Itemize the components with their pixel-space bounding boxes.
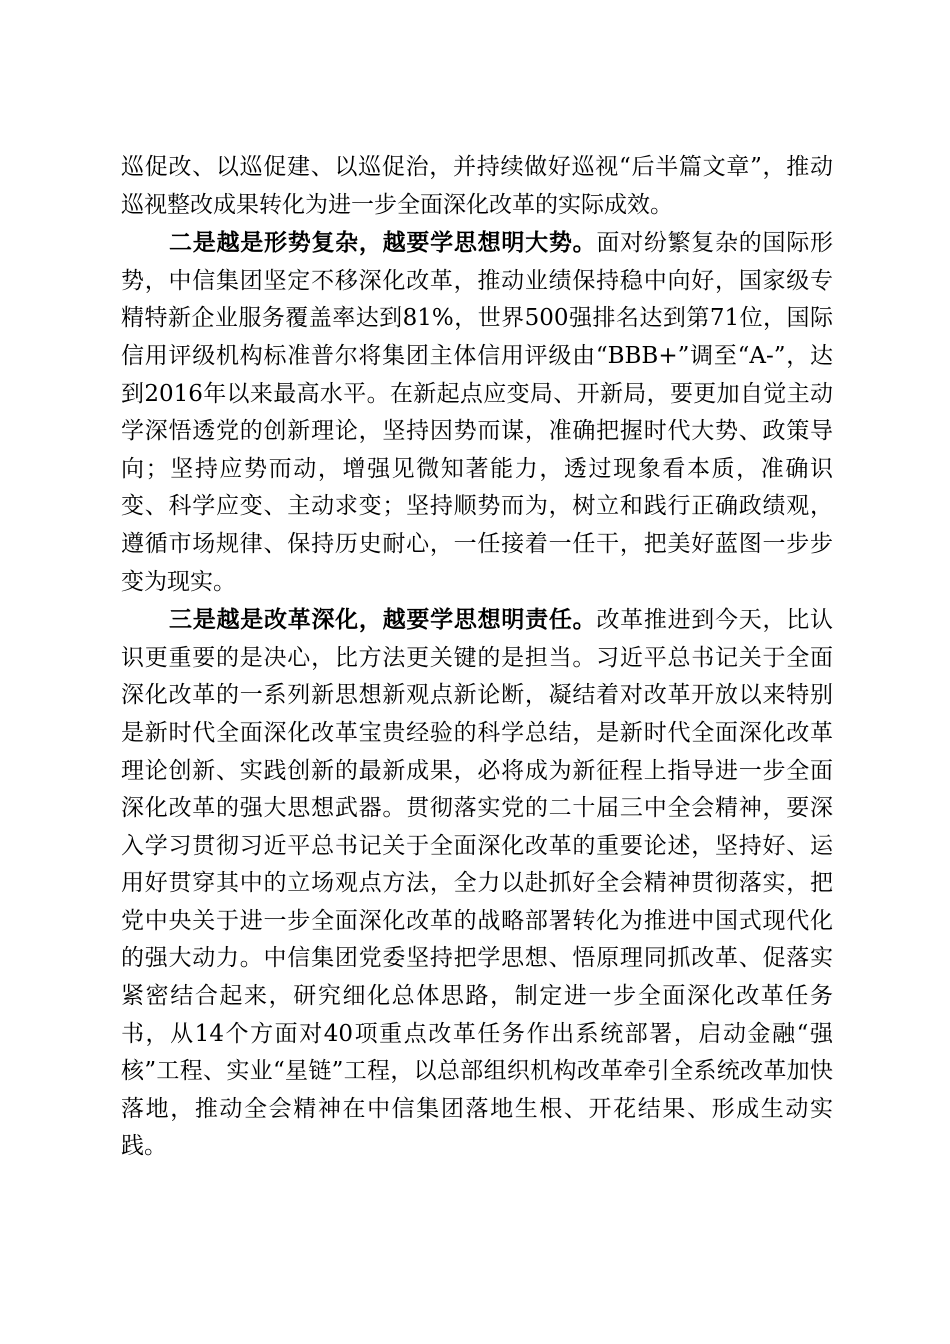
- paragraph-heading: 二是越是形势复杂，越要学思想明大势。: [169, 229, 597, 257]
- paragraph-responsibility: [121, 601, 833, 1166]
- paragraph-heading: 三是越是改革深化，越要学思想明责任。: [169, 606, 597, 634]
- paragraph-situation: [121, 224, 833, 601]
- paragraph-text: 巡促改、以巡促建、以巡促治，并持续做好巡视“后半篇文章”，推动巡视整改成果转化为进一步全面深化改革的实际成效。: [121, 154, 833, 218]
- document-page: [121, 149, 833, 1166]
- paragraph-text: 面对纷繁复杂的国际形势，中信集团坚定不移深化改革，推动业绩保持稳中向好，国家级专精特新企业服务覆盖率达到81%，世界500强排名达到第71位，国际信用评级机构标准普尔将集团主体信用评级由“BBB+”调至“A-”，达到2016年以来最高水平。在新起点应变局、开新局，要更加自觉主动学深悟透党的创新理论，坚持因势而谋，准确把握时代大势、政策导向；坚持应势而动，增强见微知著能力，透过现象看本质，准确识变、科学应变、主动求变；坚持顺势而为，树立和践行正确政绩观，遵循市场规律、保持历史耐心，一任接着一任干，把美好蓝图一步步变为现实。: [121, 230, 834, 595]
- paragraph-text: 改革推进到今天，比认识更重要的是决心，比方法更关键的是担当。习近平总书记关于全面深化改革的一系列新思想新观点新论断，凝结着对改革开放以来特别是新时代全面深化改革宝贵经验的科学总结，是新时代全面深化改革理论创新、实践创新的最新成果，必将成为新征程上指导进一步全面深化改革的强大思想武器。贯彻落实党的二十届三中全会精神，要深入学习贯彻习近平总书记关于全面深化改革的重要论述，坚持好、运用好贯穿其中的立场观点方法，全力以赴抓好全会精神贯彻落实，把党中央关于进一步全面深化改革的战略部署转化为推进中国式现代化的强大动力。中信集团党委坚持把学思想、悟原理同抓改革、促落实紧密结合起来，研究细化总体思路，制定进一步全面深化改革任务书，从14个方面对40项重点改革任务作出系统部署，启动金融“强核”工程、实业“星链”工程，以总部组织机构改革牵引全系统改革加快落地，推动全会精神在中信集团落地生根、开花结果、形成生动实践。: [121, 607, 834, 1160]
- paragraph-continuation: [121, 149, 833, 224]
